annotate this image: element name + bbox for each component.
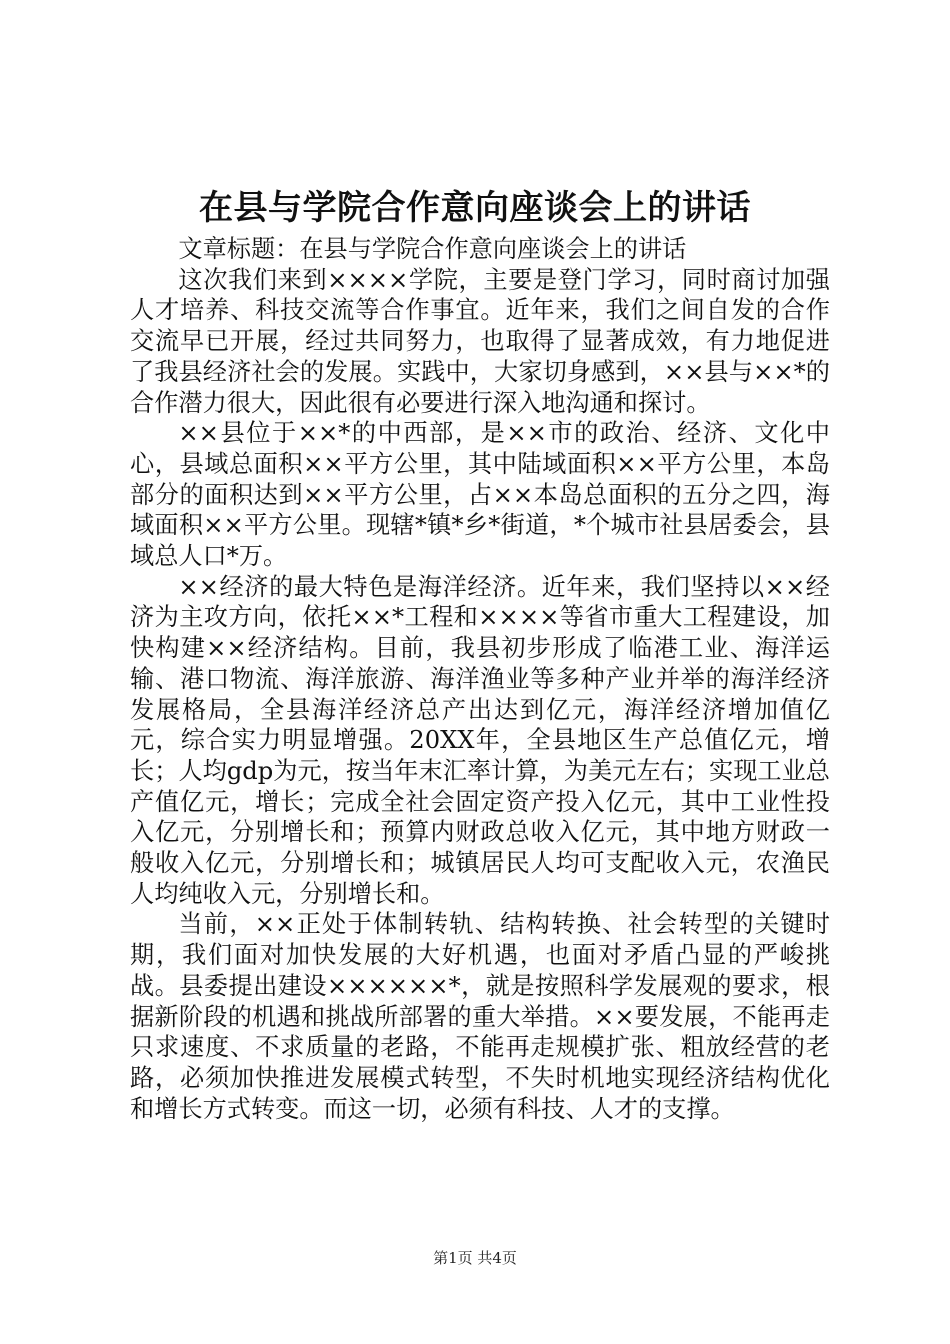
page-number-footer: 第1页 共4页 <box>433 1249 517 1267</box>
paragraph-county-overview: ××县位于××*的中西部，是××市的政治、经济、文化中心，县域总面积××平方公里，其中陆域面积××平方公里，本岛部分的面积达到××平方公里，占××本岛总面积的五分之四，海域面积××平方公里。现辖*镇*乡*街道，*个城市社县居委会，县域总人口*万。 <box>130 419 830 571</box>
paragraph-marine-economy: ××经济的最大特色是海洋经济。近年来，我们坚持以××经济为主攻方向，依托××*工程和××××等省市重大工程建设，加快构建××经济结构。目前，我县初步形成了临港工业、海洋运输、港口物流、海洋旅游、海洋渔业等多种产业并举的海洋经济发展格局，全县海洋经济总产出达到亿元，海洋经济增加值亿元，综合实力明显增强。20XX年，全县地区生产总值亿元，增长；人均gdp为元，按当年末汇率计算，为美元左右；实现工业总产值亿元，增长；完成全社会固定资产投入亿元，其中工业性投入亿元，分别增长和；预算内财政总收入亿元，其中地方财政一般收入亿元，分别增长和；城镇居民人均可支配收入元，农渔民人均纯收入元，分别增长和。 <box>130 572 830 908</box>
document-body <box>130 234 830 1124</box>
article-title-line: 文章标题：在县与学院合作意向座谈会上的讲话 <box>178 235 687 263</box>
paragraph-intro: 这次我们来到××××学院，主要是登门学习，同时商讨加强人才培养、科技交流等合作事宜。近年来，我们之间自发的合作交流早已开展，经过共同努力，也取得了显著成效，有力地促进了我县经济社会的发展。实践中，大家切身感到，××县与××*的合作潜力很大，因此很有必要进行深入地沟通和探讨。 <box>130 265 830 417</box>
document-title: 在县与学院合作意向座谈会上的讲话 <box>199 188 751 228</box>
paragraph-current-situation: 当前，××正处于体制转轨、结构转换、社会转型的关键时期，我们面对加快发展的大好机遇，也面对矛盾凸显的严峻挑战。县委提出建设××××××*，就是按照科学发展观的要求，根据新阶段的机遇和挑战所部署的重大举措。××要发展，不能再走只求速度、不求质量的老路，不能再走规模扩张、粗放经营的老路，必须加快推进发展模式转型，不失时机地实现经济结构优化和增长方式转变。而这一切，必须有科技、人才的支撑。 <box>130 910 830 1123</box>
